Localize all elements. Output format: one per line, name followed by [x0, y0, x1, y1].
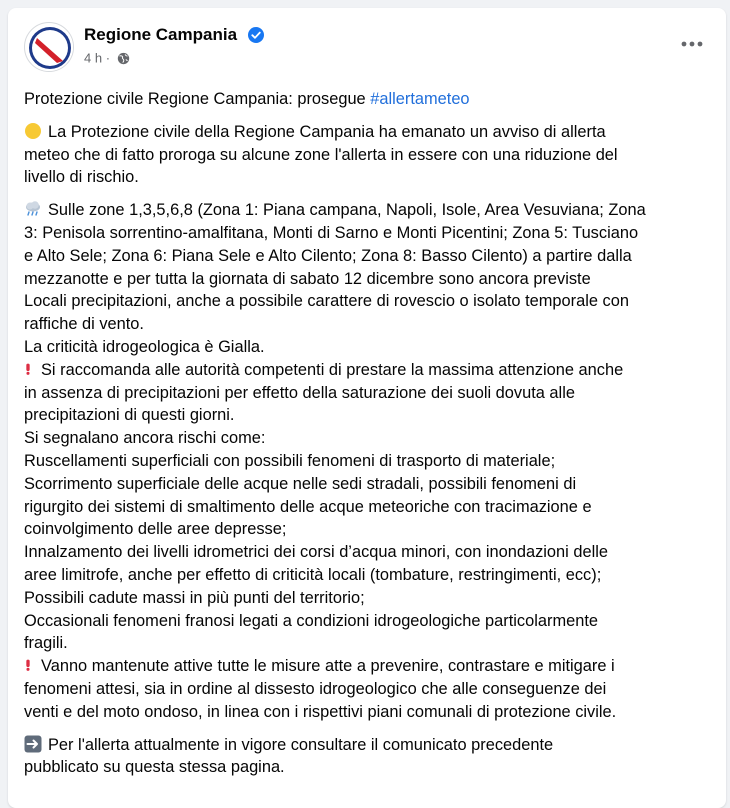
text-line: Scorrimento superficiale delle acque nelle sedi stradali, possibili fenomeni di: [24, 474, 577, 493]
text-line: Si segnalano ancora rischi come:: [24, 429, 266, 448]
text-line: Sulle zone 1,3,5,6,8 (Zona 1: Piana campana, Napoli, Isole, Area Vesuviana; Zona: [24, 199, 714, 222]
cloud-rain-icon: [24, 200, 42, 218]
text-line: venti e del moto ondoso, in linea con i rispettivi piani comunali di protezione civile.: [24, 702, 617, 721]
right-arrow-icon: [24, 735, 42, 753]
text-line: aree limitrofe, anche per effetto di criticità locali (tombature, restringimenti, ecc);: [24, 565, 602, 584]
text-line: fenomeni attesi, sia in ordine al dissesto idrogeologico che alle conseguenze dei: [24, 679, 607, 698]
text-line: Locali precipitazioni, anche a possibile carattere di rovescio o isolato temporale con: [24, 292, 629, 311]
author-name[interactable]: Regione Campania: [84, 25, 238, 44]
meta-separator: ·: [105, 50, 111, 66]
post-paragraph-3: [24, 734, 714, 780]
post-time[interactable]: 4 h: [84, 50, 103, 66]
text-line: in assenza di precipitazioni per effetto della saturazione dei suoli dovuta alle: [24, 383, 575, 402]
page-avatar[interactable]: [24, 22, 74, 72]
more-options-button[interactable]: [674, 26, 710, 62]
verified-badge-icon: [248, 27, 264, 43]
hashtag-link[interactable]: #allertameteo: [370, 90, 470, 108]
text-line: Si raccomanda alle autorità competenti di prestare la massima attenzione anche: [24, 359, 714, 382]
post-meta: [84, 49, 264, 68]
text-line: Ruscellamenti superficiali con possibili fenomeni di trasporto di materiale;: [24, 451, 556, 470]
post-intro: [24, 88, 714, 111]
more-dots-icon: [681, 41, 703, 47]
text-line: pubblicato su questa stessa pagina.: [24, 758, 285, 777]
post-card: [8, 8, 726, 808]
text-line: Occasionali fenomeni franosi legati a condizioni idrogeologiche particolarmente: [24, 611, 599, 630]
intro-text: Protezione civile Regione Campania: prosegue: [24, 90, 371, 108]
text-line: coinvolgimento delle aree depresse;: [24, 520, 287, 539]
text-line: La Protezione civile della Regione Campania ha emanato un avviso di allerta: [24, 121, 714, 144]
text-line: La criticità idrogeologica è Gialla.: [24, 337, 265, 356]
post-paragraph-2: [24, 199, 714, 723]
globe-icon: [117, 52, 130, 65]
text-line: Per l'allerta attualmente in vigore consultare il comunicato precedente: [24, 734, 714, 757]
text-line: raffiche di vento.: [24, 315, 144, 334]
yellow-circle-icon: [24, 122, 42, 140]
text-line: e Alto Sele; Zona 6: Piana Sele e Alto Cilento; Zona 8: Basso Cilento) a partire dalla: [24, 246, 632, 265]
red-exclamation-icon: [24, 360, 36, 378]
text-line: meteo che di fatto proroga su alcune zone l'allerta in essere con una riduzione del: [24, 145, 618, 164]
text-line: rigurgito dei sistemi di smaltimento delle acque meteoriche con tracimazione e: [24, 497, 592, 516]
post-paragraph-1: [24, 121, 714, 189]
text-line: precipitazioni di questi giorni.: [24, 406, 235, 425]
regione-campania-logo-icon: [25, 23, 74, 72]
text-line: Vanno mantenute attive tutte le misure atte a prevenire, contrastare e mitigare i: [24, 655, 714, 678]
text-line: 3: Penisola sorrentino-amalfitana, Monti di Sarno e Monti Picentini; Zona 5: Tusciano: [24, 223, 639, 242]
text-line: livello di rischio.: [24, 168, 139, 187]
text-line: Possibili cadute massi in più punti del territorio;: [24, 588, 365, 607]
text-line: fragili.: [24, 634, 68, 653]
red-exclamation-icon: [24, 656, 36, 674]
text-line: Innalzamento dei livelli idrometrici dei corsi d’acqua minori, con inondazioni delle: [24, 543, 608, 562]
text-line: mezzanotte e per tutta la giornata di sabato 12 dicembre sono ancora previste: [24, 269, 591, 288]
post-header: [24, 22, 710, 74]
author-block: [84, 24, 264, 68]
post-body: [24, 88, 714, 789]
